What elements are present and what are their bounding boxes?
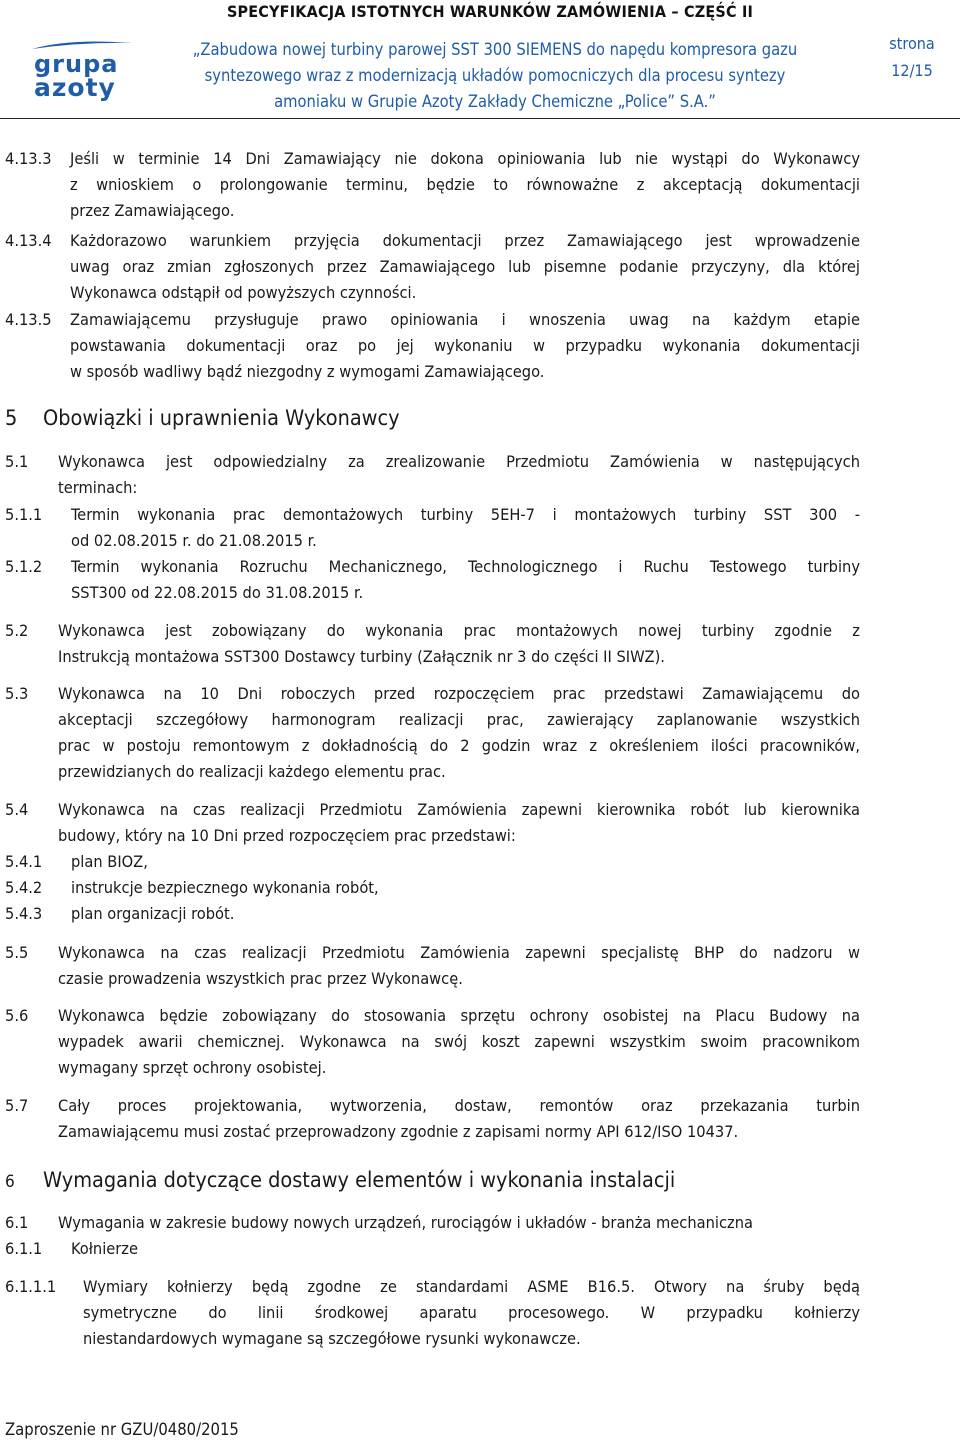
clause-number: 5.1 xyxy=(5,452,29,471)
clause-line: w sposób wadliwy bądź niezgodny z wymogami Zamawiającego. xyxy=(70,362,545,381)
header-divider xyxy=(0,118,960,119)
clause-number: 4.13.3 xyxy=(5,149,52,168)
clause-line: Wykonawca na 10 Dni roboczych przed rozpoczęciem prac przedstawi Zamawiającemu do xyxy=(58,684,860,703)
clause-line: Cały proces projektowania, wytworzenia, dostaw, remontów oraz przekazania turbin xyxy=(58,1096,860,1115)
clause-line: terminach: xyxy=(58,478,138,497)
clause-number: 5.1.2 xyxy=(5,557,43,576)
clause-line: Każdorazowo warunkiem przyjęcia dokumentacji przez Zamawiającego jest wprowadzenie xyxy=(70,231,860,250)
page-label: strona xyxy=(889,34,935,53)
clause-line: symetryczne do linii środkowej aparatu procesowego. W przypadku kołnierzy xyxy=(83,1303,860,1322)
clause-line: wypadek awarii chemicznej. Wykonawca na swój koszt zapewni wszystkim swoim pracownikom xyxy=(58,1032,860,1051)
clause-line: uwag oraz zmian zgłoszonych przez Zamawiającego lub pisemne podanie przyczyny, dla której xyxy=(70,257,860,276)
clause-line: Wykonawca będzie zobowiązany do stosowania sprzętu ochrony osobistej na Placu Budowy na xyxy=(58,1006,860,1025)
page-footer: Zaproszenie nr GZU/0480/2015 xyxy=(5,1420,239,1439)
subtitle-line: „Zabudowa nowej turbiny parowej SST 300 SIEMENS do napędu kompresora gazu xyxy=(192,40,798,59)
clause-line: Wykonawca odstąpił od powyższych czynności. xyxy=(70,283,417,302)
clause-number: 6.1.1.1 xyxy=(5,1277,57,1296)
clause-line: Jeśli w terminie 14 Dni Zamawiający nie dokona opiniowania lub nie wystąpi do Wykonawcy xyxy=(70,149,860,168)
clause-number: 4.13.4 xyxy=(5,231,52,250)
clause-number: 4.13.5 xyxy=(5,310,52,329)
list-item-text: plan organizacji robót. xyxy=(71,904,235,923)
clause-number: 5.3 xyxy=(5,684,29,703)
logo-word-azoty: azoty xyxy=(34,73,116,102)
clause-line: budowy, który na 10 Dni przed rozpoczęciem prac przedstawi: xyxy=(58,826,516,845)
clause-line: akceptacji szczegółowy harmonogram realizacji prac, zawierający zaplanowanie wszystkich xyxy=(58,710,860,729)
clause-line: Zamawiającemu musi zostać przeprowadzony zgodnie z zapisami normy API 612/ISO 10437. xyxy=(58,1122,739,1141)
clause-line: Wymiary kołnierzy będą zgodne ze standardami ASME B16.5. Otwory na śruby będą xyxy=(83,1277,860,1296)
clause-line: Zamawiającemu przysługuje prawo opiniowania i wnoszenia uwag na każdym etapie xyxy=(70,310,860,329)
document-title: SPECYFIKACJA ISTOTNYCH WARUNKÓW ZAMÓWIENIA – CZĘŚĆ II xyxy=(226,2,754,21)
clause-line: wymagany sprzęt ochrony osobistej. xyxy=(58,1058,327,1077)
logo-word-grupa: grupa xyxy=(34,50,119,78)
clause-number: 6.1.1 xyxy=(5,1239,43,1258)
clause-number: 5.4.1 xyxy=(5,852,43,871)
clause-line: Termin wykonania prac demontażowych turbiny 5EH-7 i montażowych turbiny SST 300 - xyxy=(71,505,860,524)
clause-line: Wykonawca na czas realizacji Przedmiotu Zamówienia zapewni kierownika robót lub kierownika xyxy=(58,800,860,819)
subtitle-line: amoniaku w Grupie Azoty Zakłady Chemiczne „Police” S.A.” xyxy=(274,92,716,111)
clause-text: Wymagania w zakresie budowy nowych urządzeń, rurociągów i układów - branża mechaniczna xyxy=(58,1213,753,1232)
subtitle-line: syntezowego wraz z modernizacją układów pomocniczych dla procesu syntezy xyxy=(204,66,786,85)
clause-line: SST300 od 22.08.2015 do 31.08.2015 r. xyxy=(71,583,364,602)
heading-title: Wymagania dotyczące dostawy elementów i wykonania instalacji xyxy=(43,1168,676,1193)
clause-line: prac w postoju remontowym z dokładnością do 2 godzin wraz z określeniem ilości pracowników, xyxy=(58,736,860,755)
clause-line: Wykonawca jest zobowiązany do wykonania prac montażowych nowej turbiny zgodnie z xyxy=(58,621,860,640)
clause-line: Wykonawca na czas realizacji Przedmiotu Zamówienia zapewni specjalistę BHP do nadzoru w xyxy=(58,943,860,962)
list-item-text: plan BIOZ, xyxy=(71,852,148,871)
clause-number: 5.1.1 xyxy=(5,505,43,524)
clause-line: od 02.08.2015 r. do 21.08.2015 r. xyxy=(71,531,317,550)
clause-number: 5.5 xyxy=(5,943,29,962)
list-item-text: instrukcje bezpiecznego wykonania robót, xyxy=(71,878,379,897)
clause-number: 5.4.3 xyxy=(5,904,43,923)
heading-title: Obowiązki i uprawnienia Wykonawcy xyxy=(43,406,400,431)
clause-line: czasie prowadzenia wszystkich prac przez Wykonawcę. xyxy=(58,969,463,988)
logo-swoosh-icon xyxy=(30,40,134,50)
clause-number: 5.6 xyxy=(5,1006,29,1025)
page-number: 12/15 xyxy=(891,61,933,80)
section-heading-6 xyxy=(5,1168,676,1193)
clause-number: 6.1 xyxy=(5,1213,29,1232)
clause-number: 5.7 xyxy=(5,1096,29,1115)
clause-line: przewidzianych do realizacji każdego elementu prac. xyxy=(58,762,446,781)
heading-number: 5 xyxy=(5,406,18,431)
section-heading-5 xyxy=(5,406,400,431)
clause-line: z wnioskiem o prolongowanie terminu, będzie to równoważne z akceptacją dokumentacji xyxy=(70,175,860,194)
clause-line: przez Zamawiającego. xyxy=(70,201,235,220)
clause-number: 5.2 xyxy=(5,621,29,640)
page-header xyxy=(0,0,960,118)
clause-line: Instrukcją montażowa SST300 Dostawcy turbiny (Załącznik nr 3 do części II SIWZ). xyxy=(58,647,665,666)
heading-number: 6 xyxy=(5,1172,15,1192)
clause-line: Termin wykonania Rozruchu Mechanicznego, Technologicznego i Ruchu Testowego turbiny xyxy=(71,557,860,576)
company-logo xyxy=(30,40,140,100)
clause-number: 5.4.2 xyxy=(5,878,43,897)
clause-line: Wykonawca jest odpowiedzialny za zrealizowanie Przedmiotu Zamówienia w następujących xyxy=(58,452,860,471)
clause-text: Kołnierze xyxy=(71,1239,139,1258)
clause-line: powstawania dokumentacji oraz po jej wykonaniu w przypadku wykonania dokumentacji xyxy=(70,336,860,355)
clause-line: niestandardowych wymagane są szczegółowe rysunki wykonawcze. xyxy=(83,1329,581,1348)
clause-number: 5.4 xyxy=(5,800,29,819)
